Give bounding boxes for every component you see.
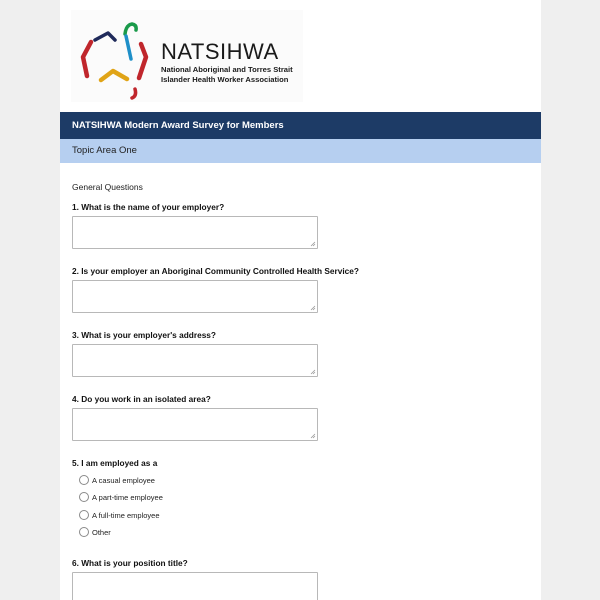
resize-grip-icon[interactable] xyxy=(310,369,316,375)
survey-page xyxy=(60,0,541,600)
option-label: A part-time employee xyxy=(92,493,163,502)
natsihwa-logo xyxy=(71,10,303,102)
radio-button[interactable] xyxy=(79,492,89,502)
option-label: A casual employee xyxy=(92,476,155,485)
resize-grip-icon[interactable] xyxy=(310,433,316,439)
question-2-label: 2. Is your employer an Aboriginal Community Controlled Health Service? xyxy=(72,266,359,276)
question-1-label: 1. What is the name of your employer? xyxy=(72,202,225,212)
employer-name-input[interactable] xyxy=(72,216,318,249)
radio-button[interactable] xyxy=(79,510,89,520)
natsihwa-logo-mark xyxy=(71,10,161,102)
position-title-input[interactable] xyxy=(72,572,318,600)
resize-grip-icon[interactable] xyxy=(310,305,316,311)
accho-input[interactable] xyxy=(72,280,318,313)
logo-subtitle: National Aboriginal and Torres Strait Islander Health Worker Association xyxy=(161,65,293,84)
logo-name: NATSIHWA xyxy=(161,39,279,64)
topic-header: Topic Area One xyxy=(60,139,541,163)
resize-grip-icon[interactable] xyxy=(310,241,316,247)
section-label: General Questions xyxy=(72,182,143,192)
question-3-label: 3. What is your employer's address? xyxy=(72,330,216,340)
employer-address-input[interactable] xyxy=(72,344,318,377)
question-5-label: 5. I am employed as a xyxy=(72,458,158,468)
option-label: Other xyxy=(92,528,111,537)
radio-button[interactable] xyxy=(79,527,89,537)
radio-button[interactable] xyxy=(79,475,89,485)
option-label: A full-time employee xyxy=(92,511,160,520)
survey-title: NATSIHWA Modern Award Survey for Members xyxy=(60,112,541,139)
question-6-label: 6. What is your position title? xyxy=(72,558,188,568)
question-4-label: 4. Do you work in an isolated area? xyxy=(72,394,211,404)
isolated-area-input[interactable] xyxy=(72,408,318,441)
